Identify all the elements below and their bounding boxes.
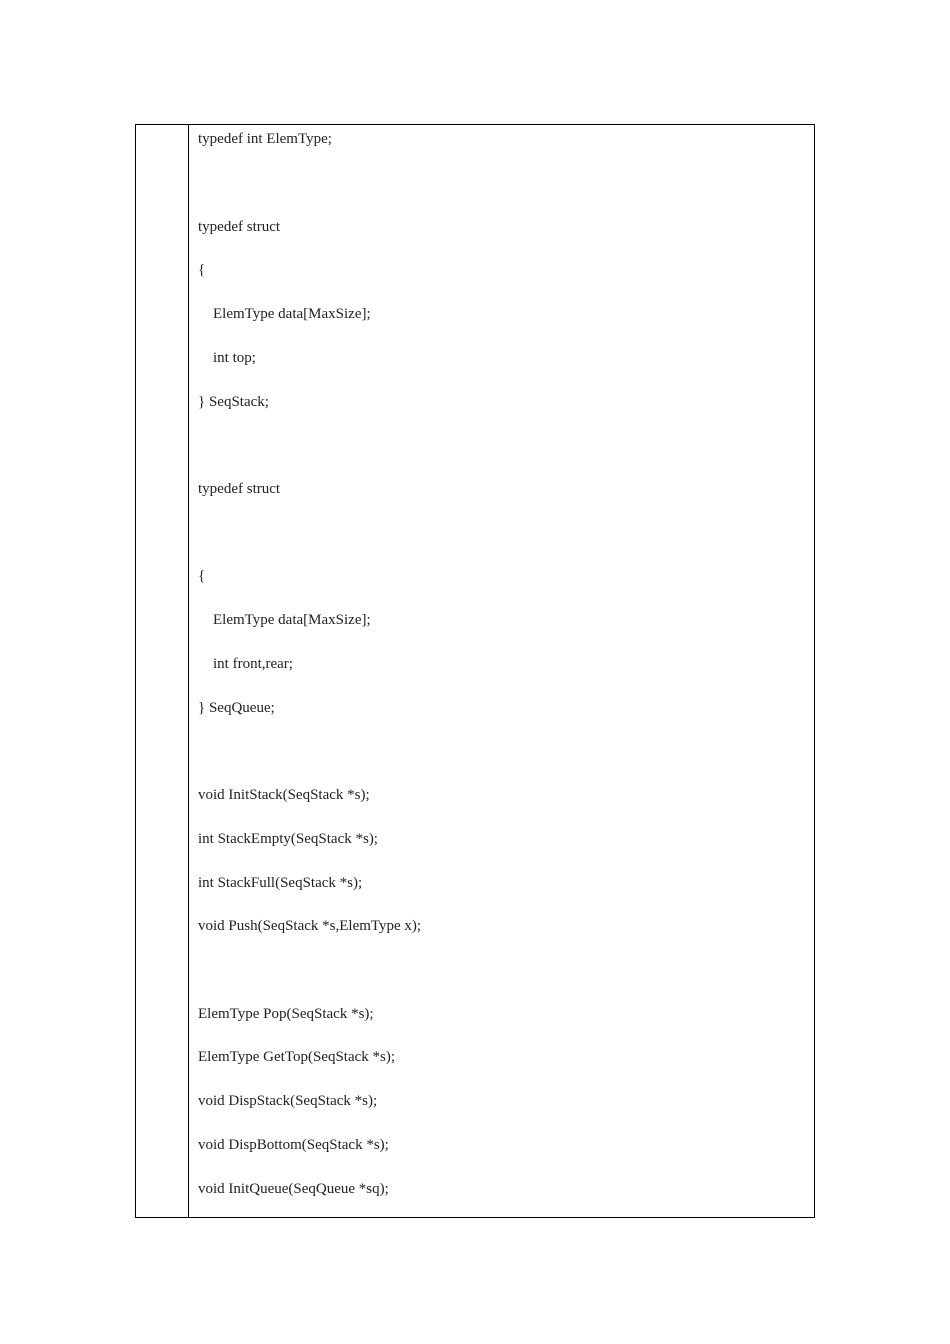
code-line: ElemType data[MaxSize];	[198, 612, 371, 628]
code-line: int top;	[198, 350, 256, 366]
code-line: void InitStack(SeqStack *s);	[198, 787, 370, 803]
code-cell	[189, 125, 814, 1217]
code-line: {	[198, 568, 206, 584]
code-line: } SeqQueue;	[198, 700, 275, 716]
code-line: int front,rear;	[198, 656, 293, 672]
code-line: typedef struct	[198, 481, 281, 497]
code-line: ElemType GetTop(SeqStack *s);	[198, 1049, 396, 1065]
code-line: int StackFull(SeqStack *s);	[198, 875, 363, 891]
code-line: ElemType data[MaxSize];	[198, 306, 371, 322]
code-line: ElemType Pop(SeqStack *s);	[198, 1006, 374, 1022]
code-line: typedef int ElemType;	[198, 131, 332, 147]
code-line: {	[198, 262, 206, 278]
code-table	[135, 124, 815, 1218]
code-line: } SeqStack;	[198, 394, 269, 410]
code-line: void Push(SeqStack *s,ElemType x);	[198, 918, 422, 934]
table-left-cell	[136, 125, 189, 1217]
code-line: typedef struct	[198, 219, 281, 235]
code-line: int StackEmpty(SeqStack *s);	[198, 831, 378, 847]
code-line: void InitQueue(SeqQueue *sq);	[198, 1181, 389, 1197]
code-line: void DispBottom(SeqStack *s);	[198, 1137, 389, 1153]
code-line: void DispStack(SeqStack *s);	[198, 1093, 378, 1109]
